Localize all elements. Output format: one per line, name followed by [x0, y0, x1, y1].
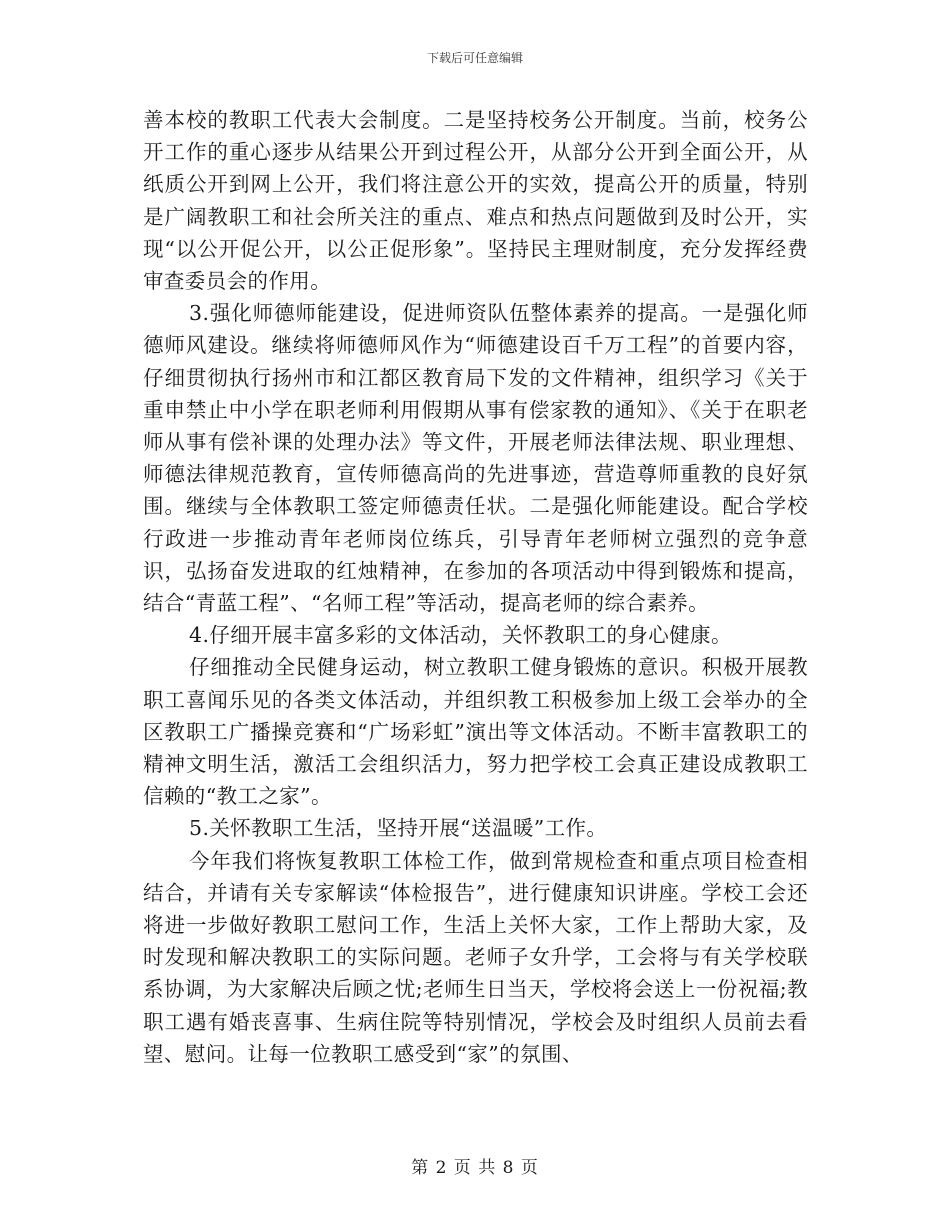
heading-section-4: 4.仔细开展丰富多彩的文体活动，关怀教职工的身心健康。: [189, 623, 732, 648]
document-body: [143, 104, 808, 1070]
page-number: 第 2 页 共 8 页: [411, 1158, 539, 1178]
heading-section-5: 5.关怀教职工生活，坚持开展“送温暖”工作。: [189, 816, 608, 841]
paragraph-section-5: 今年我们将恢复教职工体检工作，做到常规检查和重点项目检查相结合，并请有关专家解读“体检报告”，进行健康知识讲座。学校工会还将进一步做好教职工慰问工作，生活上关怀大家，工作上帮助大家，及时发现和解决教职工的实际问题。老师子女升学，工会将与有关学校联系协调，为大家解决后顾之忧;老师生日当天，学校将会送上一份祝福;教职工遇有婚丧喜事、生病住院等特别情况，学校会及时组织人员前去看望、慰问。让每一位教职工感受到“家”的氛围、: [143, 848, 808, 1066]
paragraph-section-3: 3.强化师德师能建设，促进师资队伍整体素养的提高。一是强化师德师风建设。继续将师德师风作为“师德建设百千万工程”的首要内容，仔细贯彻执行扬州市和江都区教育局下发的文件精神，组织学习《关于重申禁止中小学在职老师利用假期从事有偿家教的通知》、《关于在职老师从事有偿补课的处理办法》等文件，开展老师法律法规、职业理想、师德法律规范教育，宣传师德高尚的先进事迹，营造尊师重教的良好氛围。继续与全体教职工签定师德责任状。二是强化师能建设。配合学校行政进一步推动青年老师岗位练兵，引导青年老师树立强烈的竞争意识，弘扬奋发进取的红烛精神，在参加的各项活动中得到锻炼和提高，结合“青蓝工程”、“名师工程”等活动，提高老师的综合素养。: [143, 301, 808, 616]
paragraph-section-4: 仔细推动全民健身运动，树立教职工健身锻炼的意识。积极开展教职工喜闻乐见的各类文体活动，并组织教工积极参加上级工会举办的全区教职工广播操竞赛和“广场彩虹”演出等文体活动。不断丰富教职工的精神文明生活，激活工会组织活力，努力把学校工会真正建设成教职工信赖的“教工之家”。: [143, 655, 808, 809]
paragraph-continuation: 善本校的教职工代表大会制度。二是坚持校务公开制度。当前，校务公开工作的重心逐步从结果公开到过程公开，从部分公开到全面公开，从纸质公开到网上公开，我们将注意公开的实效，提高公开的质量，特别是广阔教职工和社会所关注的重点、难点和热点问题做到及时公开，实现“以公开促公开，以公正促形象”。坚持民主理财制度，充分发挥经费审查委员会的作用。: [143, 108, 808, 294]
page-header: 下载后可任意编辑: [426, 51, 523, 65]
